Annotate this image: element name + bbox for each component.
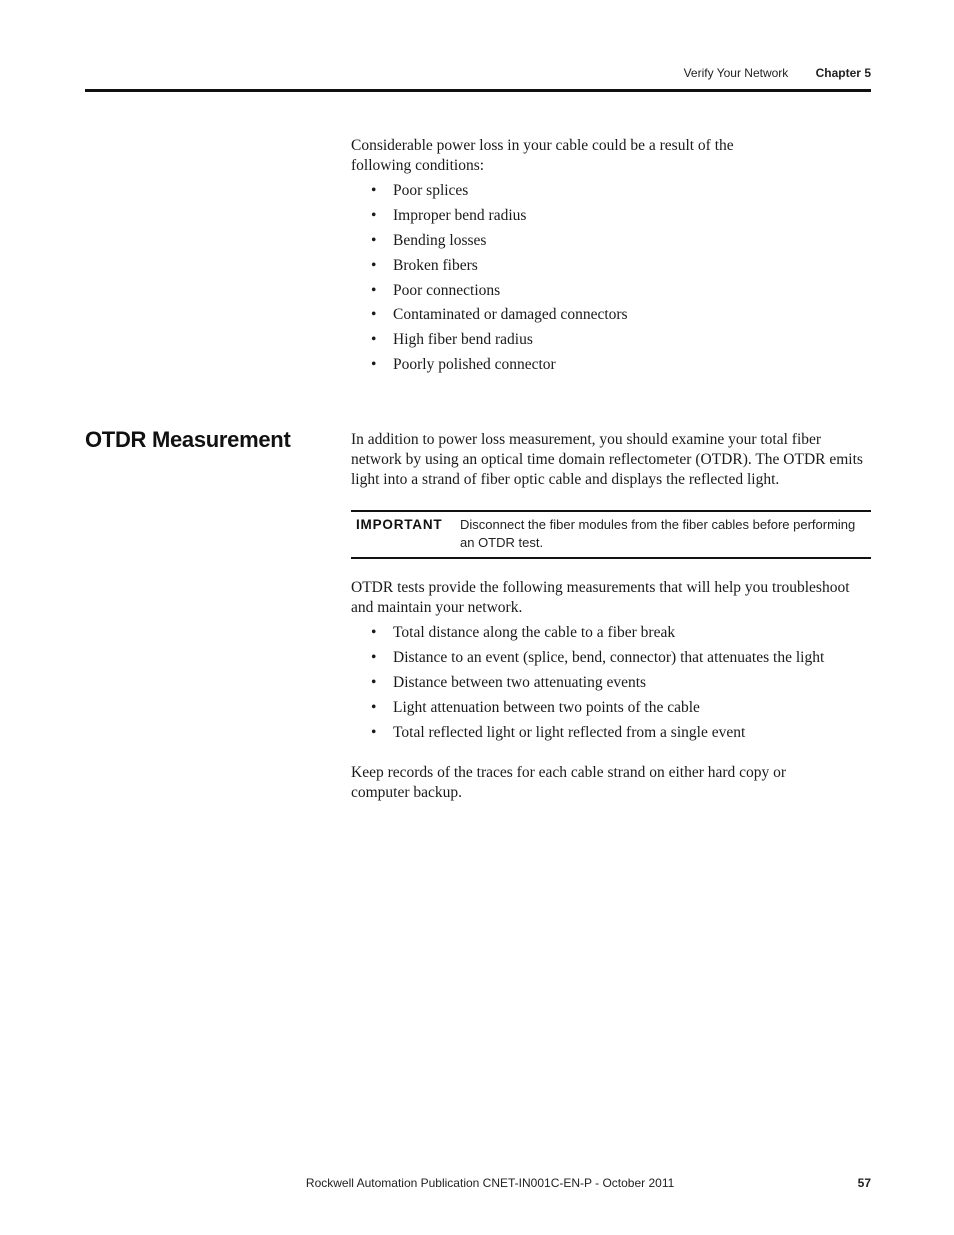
list-item <box>351 281 751 301</box>
list-item-text: Poor splices <box>393 182 469 199</box>
bullet-glyph: • <box>371 306 377 324</box>
otdr-measurements-list <box>351 623 871 743</box>
list-item-text: Poorly polished connector <box>393 356 556 374</box>
list-item <box>351 698 871 718</box>
footer-publication: Rockwell Automation Publication CNET-IN001C-EN-P - October 2011 <box>305 1176 675 1190</box>
page-header <box>684 66 871 80</box>
bullet-glyph: • <box>371 673 377 691</box>
power-loss-conditions-list <box>351 181 751 375</box>
bullet-glyph: • <box>371 256 377 274</box>
page-footer <box>306 1176 871 1190</box>
otdr-paragraph: In addition to power loss measurement, you should examine your total fiber network by using an optical time domain reflectometer (OTDR). The OTDR emits light into a strand of fiber optic cable and displays the reflected light. <box>351 431 863 488</box>
list-item-text: Distance to an event (splice, bend, connector) that attenuates the light <box>393 648 825 666</box>
list-item <box>351 723 871 743</box>
intro-paragraph: Considerable power loss in your cable could be a result of the following conditions: <box>351 137 734 174</box>
list-item <box>351 355 751 375</box>
list-item-text: Contaminated or damaged connectors <box>393 306 628 324</box>
list-item-text: Broken fibers <box>393 256 478 274</box>
otdr-tests-section <box>351 578 871 747</box>
list-item <box>351 181 751 201</box>
list-item <box>351 673 871 693</box>
list-item-text: High fiber bend radius <box>393 331 533 349</box>
bullet-glyph: • <box>371 624 377 641</box>
list-item-text: Light attenuation between two points of the cable <box>393 698 700 716</box>
bullet-glyph: • <box>371 648 377 666</box>
intro-section <box>351 136 751 380</box>
list-item <box>351 623 871 643</box>
list-item <box>351 330 751 350</box>
list-item <box>351 206 751 226</box>
header-chapter-label: Chapter 5 <box>815 66 871 80</box>
list-item-text: Total distance along the cable to a fiber break <box>393 624 676 641</box>
otdr-tests-paragraph: OTDR tests provide the following measurements that will help you troubleshoot and maintain your network. <box>351 579 850 616</box>
important-text: Disconnect the fiber modules from the fiber cables before performing an OTDR test. <box>460 517 856 550</box>
records-paragraph: Keep records of the traces for each cable strand on either hard copy or computer backup. <box>351 764 787 801</box>
list-item-text: Total reflected light or light reflected from a single event <box>393 723 746 741</box>
list-item-text: Bending losses <box>393 231 487 249</box>
list-item <box>351 648 871 668</box>
bullet-glyph: • <box>371 698 377 716</box>
list-item-text: Poor connections <box>393 281 501 299</box>
important-note <box>351 510 871 559</box>
otdr-intro-section <box>351 430 871 490</box>
header-rule <box>85 89 871 92</box>
list-item <box>351 256 751 276</box>
list-item <box>351 305 751 325</box>
list-item-text: Distance between two attenuating events <box>393 673 647 691</box>
bullet-glyph: • <box>371 231 377 249</box>
bullet-glyph: • <box>371 206 377 224</box>
important-label: IMPORTANT <box>356 517 443 532</box>
bullet-glyph: • <box>371 281 377 299</box>
bullet-glyph: • <box>371 356 377 374</box>
list-item-text: Improper bend radius <box>393 206 527 224</box>
section-heading: OTDR Measurement <box>85 427 291 452</box>
bullet-glyph: • <box>371 182 377 199</box>
header-section-title: Verify Your Network <box>683 66 789 80</box>
bullet-glyph: • <box>371 723 377 741</box>
page-number: 57 <box>857 1176 871 1190</box>
list-item <box>351 231 751 251</box>
bullet-glyph: • <box>371 331 377 349</box>
records-section <box>351 763 811 803</box>
